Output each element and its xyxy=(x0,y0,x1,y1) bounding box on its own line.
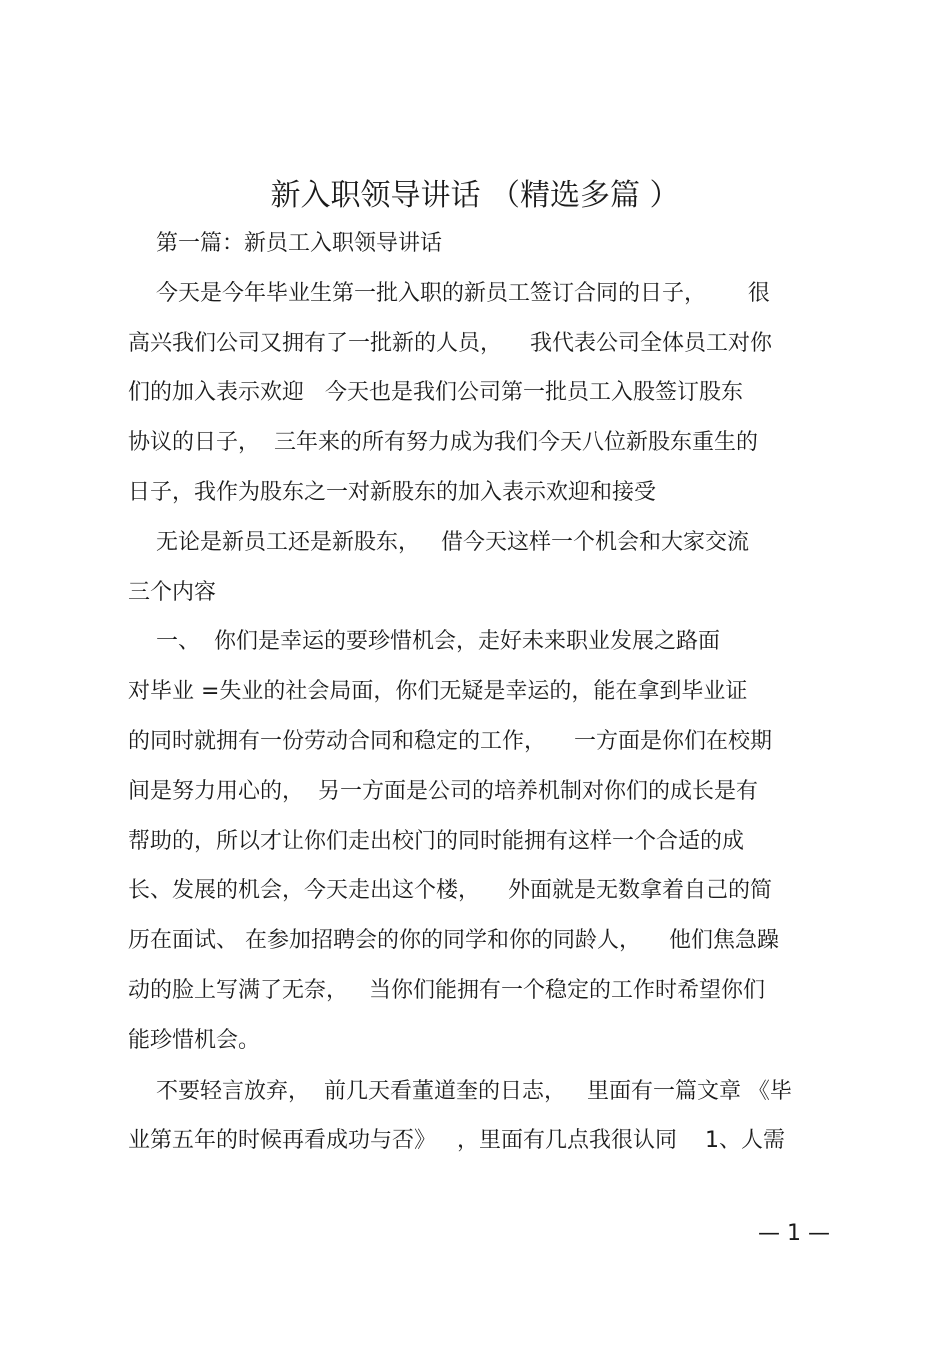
text-line: 日子，我作为股东之一对新股东的加入表示欢迎和接受 xyxy=(128,480,657,505)
text-line: 对毕业 =失业的社会局面，你们无疑是幸运的，能在拿到毕业证 xyxy=(128,679,748,704)
text-line: 们的加入表示欢迎 今天也是我们公司第一批员工入股签订股东 xyxy=(128,380,743,405)
text-line: 协议的日子， 三年来的所有努力成为我们今天八位新股东重生的 xyxy=(128,430,758,455)
text-line: 能珍惜机会。 xyxy=(128,1028,261,1053)
document-title: 新入职领导讲话 （精选多篇 ） xyxy=(270,178,680,213)
text-line: 三个内容 xyxy=(128,580,217,605)
text-line: 高兴我们公司又拥有了一批新的人员， 我代表公司全体员工对你 xyxy=(128,331,772,356)
text-line: 长、发展的机会，今天走出这个楼， 外面就是无数拿着自己的简 xyxy=(128,878,772,903)
text-line: 间是努力用心的， 另一方面是公司的培养机制对你们的成长是有 xyxy=(128,779,758,804)
text-line: 动的脸上写满了无奈， 当你们能拥有一个稳定的工作时希望你们 xyxy=(128,978,765,1003)
text-line: 无论是新员工还是新股东， 借今天这样一个机会和大家交流 xyxy=(128,530,749,555)
page-number: — 1 — xyxy=(758,1221,830,1246)
text-line: 历在面试、 在参加招聘会的你的同学和你的同龄人， 他们焦急躁 xyxy=(128,928,779,953)
text-line: 不要轻言放弃， 前几天看董道奎的日志， 里面有一篇文章 《毕 xyxy=(128,1079,792,1104)
text-line: 一、 你们是幸运的要珍惜机会，走好未来职业发展之路面 xyxy=(128,629,720,654)
text-line: 的同时就拥有一份劳动合同和稳定的工作， 一方面是你们在校期 xyxy=(128,729,772,754)
text-line: 今天是今年毕业生第一批入职的新员工签订合同的日子， 很 xyxy=(128,281,770,306)
text-line: 业第五年的时候再看成功与否》 ，里面有几点我很认同 1、人需 xyxy=(128,1128,785,1153)
text-line: 帮助的，所以才让你们走出校门的同时能拥有这样一个合适的成 xyxy=(128,829,745,854)
text-line: 第一篇：新员工入职领导讲话 xyxy=(128,231,442,256)
